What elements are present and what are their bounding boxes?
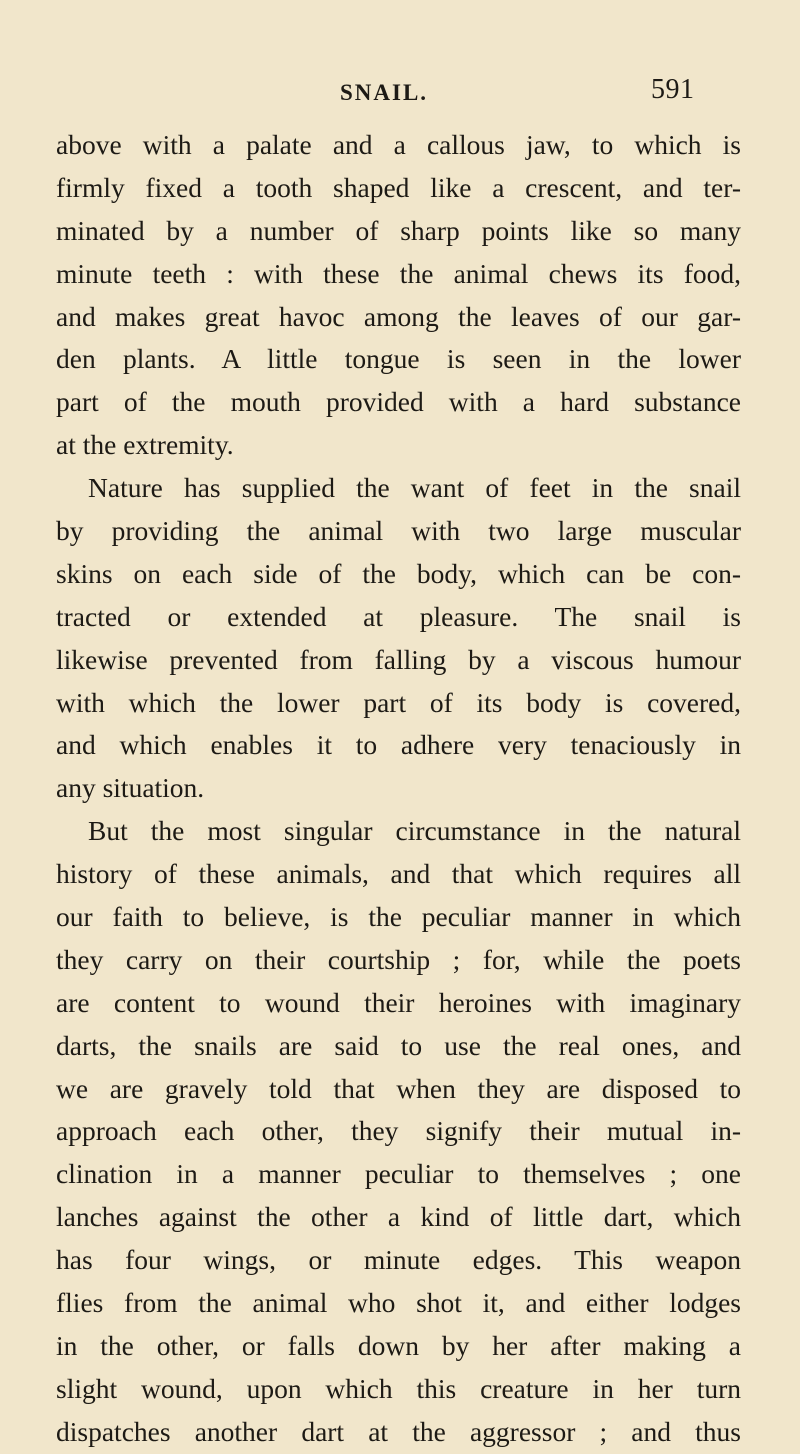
paragraph-start-line: Nature has supplied the want of feet in the snail xyxy=(88,472,741,504)
paragraph-start-line: But the most singular circumstance in the natural xyxy=(88,815,741,847)
text-line: in the other, or falls down by her after making a xyxy=(56,1329,741,1361)
text-line: at the extremity. xyxy=(56,429,234,461)
text-line: firmly fixed a tooth shaped like a crescent, and ter- xyxy=(56,171,741,203)
text-line: dispatches another dart at the aggressor ; and thus xyxy=(56,1415,741,1447)
page-header xyxy=(0,74,800,114)
text-line: darts, the snails are said to use the real ones, and xyxy=(56,1029,741,1061)
text-line: by providing the animal with two large muscular xyxy=(56,515,741,547)
text-line: minated by a number of sharp points like so many xyxy=(56,214,741,246)
text-line: likewise prevented from falling by a viscous humour xyxy=(56,643,741,675)
text-line: skins on each side of the body, which can be con- xyxy=(56,557,741,589)
text-line: flies from the animal who shot it, and either lodges xyxy=(56,1287,741,1319)
text-line: clination in a manner peculiar to themselves ; one xyxy=(56,1158,741,1190)
text-line: our faith to believe, is the peculiar manner in which xyxy=(56,901,741,933)
text-line: they carry on their courtship ; for, while the poets xyxy=(56,943,741,975)
text-line: minute teeth : with these the animal chews its food, xyxy=(56,257,741,289)
text-line: with which the lower part of its body is covered, xyxy=(56,686,741,718)
text-line: history of these animals, and that which requires all xyxy=(56,858,741,890)
text-line: are content to wound their heroines with imaginary xyxy=(56,986,741,1018)
text-line: approach each other, they signify their mutual in- xyxy=(56,1115,741,1147)
text-line: tracted or extended at pleasure. The snail is xyxy=(56,600,741,632)
body-text xyxy=(56,124,741,1454)
text-line: lanches against the other a kind of little dart, which xyxy=(56,1201,741,1233)
text-line: and which enables it to adhere very tenaciously in xyxy=(56,729,741,761)
text-line: any situation. xyxy=(56,772,205,804)
text-line: above with a palate and a callous jaw, to which is xyxy=(56,129,741,160)
text-line: and makes great havoc among the leaves of our gar- xyxy=(56,300,741,332)
text-line: we are gravely told that when they are disposed to xyxy=(56,1072,741,1104)
text-line: slight wound, upon which this creature in her turn xyxy=(56,1372,741,1404)
text-line: has four wings, or minute edges. This weapon xyxy=(56,1244,741,1276)
text-line: part of the mouth provided with a hard substance xyxy=(56,386,741,418)
text-line: den plants. A little tongue is seen in the lower xyxy=(56,343,741,375)
running-head: SNAIL. xyxy=(340,80,429,105)
page-number: 591 xyxy=(651,74,695,105)
